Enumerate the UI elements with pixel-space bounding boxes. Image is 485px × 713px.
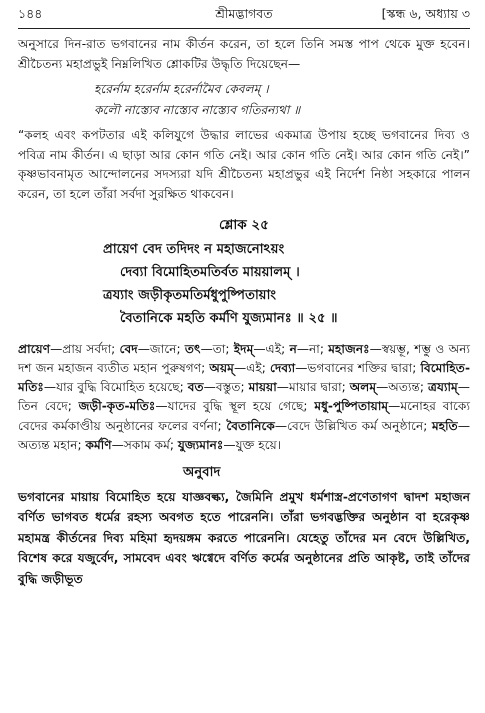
sloka-line-1: প্রায়েণ বেদ তদিদং ন মহাজনোঽয়ং <box>103 241 285 257</box>
synonym-dash: — <box>223 437 236 452</box>
synonym-dash: — <box>43 380 57 395</box>
synonym-word: বেদ <box>119 341 138 356</box>
synonym-dash: — <box>233 360 247 375</box>
book-page <box>0 4 485 713</box>
synonym-word: তৎ <box>184 341 201 356</box>
sloka-heading: শ্লোক ২৫ <box>219 217 269 233</box>
synonym-word: মধু-পুষ্পিতায়াম্ <box>314 399 389 414</box>
synonym-meaning: যুক্ত হয়ে। <box>235 437 282 452</box>
translation-text: ভগবানের মায়ায় বিমোহিত হয়ে যাজ্ঞবল্ক্য, জৈমিনি প্রমুখ ধর্মশাস্ত্র-প্রণেতাগণ দ্বাদশ মহাজন বর্ণিত ভাগবত ধর্মের রহস্য অবগত হতে পারেননি। তাঁরা ভগবদ্ভক্তির অনুষ্ঠান বা হরেকৃষ্ণ মহামন্ত্র কীর্তনের দিব্য মহিমা হৃদয়ঙ্গম করতে পারেননি। যেহেতু তাঁদের মন বেদে উল্লিখিত, বিশেষ করে যজুর্বেদ, সামবেদ এবং ঋগ্বেদে বর্ণিত কর্মের অনুষ্ঠানের প্রতি আকৃষ্ট, তাই তাঁদের বুদ্ধি জড়ীভূত <box>18 489 470 586</box>
translation-heading: অনুবাদ <box>183 465 221 481</box>
sloka-line-3: ত্রয্যাং জড়ীকৃতমতির্মধুপুষ্পিতায়াং <box>103 287 277 303</box>
synonym-meaning: মনোহর বাক্যে বেদের কর্মকাণ্ডীয় অনুষ্ঠানের ফলের বর্ণনা; <box>18 399 470 433</box>
synonym-meaning: সকাম কর্ম; <box>123 437 178 452</box>
quoted-verse-line-1: হরের্নাম হরের্নাম হরের্নামৈব কেবলম্ । <box>94 82 269 96</box>
synonym-word: বৈতানিকে <box>226 418 275 433</box>
synonym-meaning: তিন বেদে; <box>18 399 79 414</box>
synonym-meaning: অত্যন্ত মহান; <box>18 437 86 452</box>
synonym-dash: — <box>369 341 382 356</box>
synonym-dash: — <box>274 418 288 433</box>
synonym-meaning: না; <box>309 341 329 356</box>
synonym-word: প্রায়েণ <box>18 341 51 356</box>
synonym-word: অয়ম্ <box>209 360 234 375</box>
synonym-meaning: ভগবানের শক্তির দ্বারা; <box>307 360 421 375</box>
page-header <box>18 4 470 28</box>
sloka-line-2: দেব্যা বিমোহিতমতির্বত মায়য়ালম্ । <box>120 264 300 280</box>
purport-paragraph-2: “কলহ এবং কপটতার এই কলিযুগে উদ্ধার লাভের একমাত্র উপায় হচ্ছে ভগবানের দিব্য ও পবিত্র নাম কীর্তন। এ ছাড়া আর কোন গতি নেই। আর কোন গতি নেই। আর কোন গতি নেই।” কৃষ্ণভাবনামৃত আন্দোলনের সদস্যরা যদি শ্রীচৈতন্য মহাপ্রভুর এই নির্দেশ নিষ্ঠা সহকারে পালন করেন, তা হলে তাঁরা সর্বদা সুরক্ষিত থাকবেন। <box>18 128 470 201</box>
quoted-verse-line-2: কলৌ নাস্ত্যেব নাস্ত্যেব নাস্ত্যেব গতিরন্যথা ॥ <box>94 103 301 117</box>
synonym-word: মায়য়া <box>248 380 277 395</box>
quoted-verse <box>18 79 470 121</box>
word-for-word-synonyms <box>18 340 470 456</box>
synonym-dash: — <box>137 341 150 356</box>
synonym-word: দেব্যা <box>270 360 296 375</box>
synonym-word: মহতি <box>432 418 458 433</box>
synonym-word: বত <box>187 380 204 395</box>
synonym-meaning: যার বুদ্ধি বিমোহিত হয়েছে; <box>56 380 188 395</box>
synonym-meaning: এই; <box>246 360 270 375</box>
synonym-dash: — <box>457 380 470 395</box>
synonym-dash: — <box>155 399 168 414</box>
synonym-dash: — <box>296 341 310 356</box>
sloka-line-4: বৈতানিকে মহতি কর্মণি যুজ্যমানঃ ॥ ২৫ ॥ <box>120 310 338 326</box>
synonym-meaning: জানে; <box>149 341 185 356</box>
synonym-meaning: অত্যন্ত; <box>388 380 428 395</box>
synonym-word: অলম্ <box>349 380 377 395</box>
synonym-meaning: এই; <box>265 341 290 356</box>
synonym-meaning: বেদে উল্লিখিত কর্ম অনুষ্ঠানে; <box>287 418 432 433</box>
synonym-meaning: স্বয়ম্ভূ, শম্ভু ও অন্য দশ জন মহাজন ব্যতীত মহান পুরুষগণ; <box>18 341 470 375</box>
chapter-reference: [স্কন্ধ ৬, অধ্যায় ৩ <box>381 6 470 21</box>
synonym-meaning: তা; <box>212 341 234 356</box>
synonym-dash: — <box>276 380 289 395</box>
synonym-word: যুজ্যমানঃ <box>177 437 224 452</box>
synonym-word: বিমোহিত-মতিঃ <box>18 360 471 395</box>
synonym-dash: — <box>253 341 266 356</box>
synonym-meaning: যাদের বুদ্ধি স্থূল হয়ে গেছে; <box>167 399 315 414</box>
book-title: শ্রীমদ্ভাগবত <box>215 6 273 21</box>
synonym-dash: — <box>295 360 308 375</box>
synonym-word: মহাজনঃ <box>328 341 370 356</box>
page-number: ১৪৪ <box>18 6 43 21</box>
synonym-word: ইদম্ <box>233 341 254 356</box>
synonym-word: ত্রয্যাম্ <box>427 380 458 395</box>
header-rule <box>18 28 470 29</box>
synonym-dash: — <box>111 437 124 452</box>
synonym-dash: — <box>388 399 401 414</box>
synonym-word: ন <box>289 341 297 356</box>
synonym-word: কর্মণি <box>85 437 112 452</box>
synonym-dash: — <box>203 380 216 395</box>
sloka-text <box>18 238 470 330</box>
synonym-dash: — <box>50 341 63 356</box>
synonym-dash: — <box>457 418 470 433</box>
synonym-meaning: প্রায় সর্বদা; <box>62 341 120 356</box>
synonym-word: জড়ী-কৃত-মতিঃ <box>78 399 156 414</box>
synonym-dash: — <box>376 380 389 395</box>
synonym-meaning: মায়ার দ্বারা; <box>288 380 350 395</box>
synonym-dash: — <box>200 341 213 356</box>
synonym-meaning: বস্তুত; <box>215 380 249 395</box>
purport-paragraph-1: অনুসারে দিন-রাত ভগবানের নাম কীর্তন করেন, তা হলে তিনি সমস্ত পাপ থেকে মুক্ত হবেন। শ্রীচৈতন্য মহাপ্রভুই নিম্নলিখিত শ্লোকটির উদ্ধৃতি দিয়েছেন— <box>18 37 470 71</box>
